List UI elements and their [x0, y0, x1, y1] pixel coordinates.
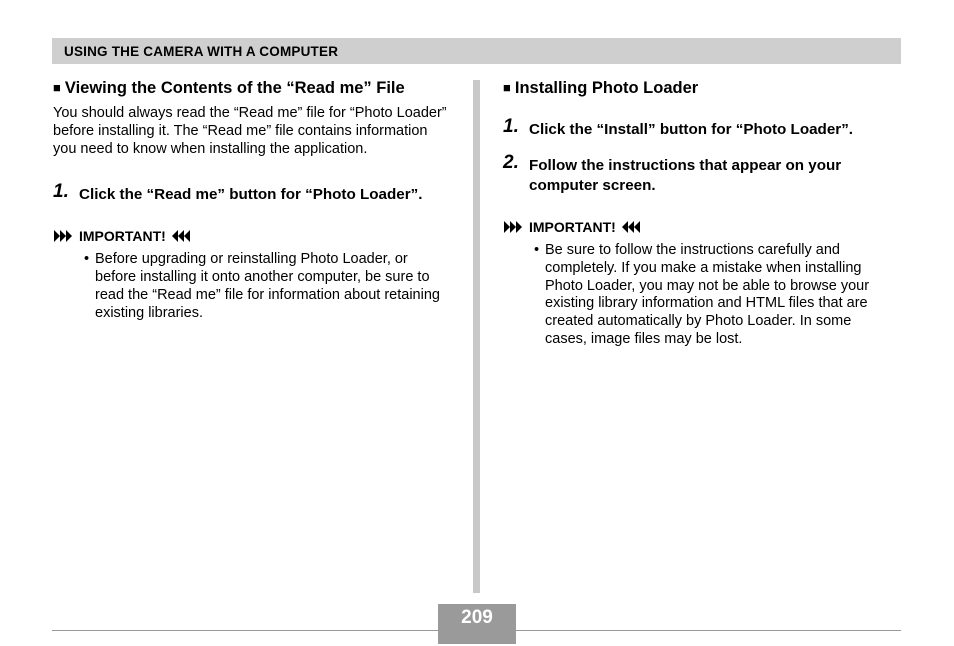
bullet-text: Before upgrading or reinstalling Photo Loader, or before installing it onto another computer, be sure to read the “Read me” file for information about retaining existing libraries. — [95, 251, 440, 321]
left-step-1 — [53, 181, 448, 205]
step-text: Click the “Install” button for “Photo Loader”. — [529, 121, 854, 138]
page-number: 209 — [461, 607, 493, 628]
bullet-text: Be sure to follow the instructions carefully and completely. If you make a mistake when installing Photo Loader, you may not be able to browse your existing library information and HTML files that are created automatically by Photo Loader. In some cases, image files may be lost. — [545, 242, 870, 347]
important-arrows-left-icon — [170, 229, 194, 243]
page-number-box — [438, 604, 516, 644]
step-number: 2. — [503, 152, 519, 173]
heading-square-marker: ■ — [503, 80, 511, 95]
left-intro-paragraph: You should always read the “Read me” file for “Photo Loader” before installing it. The “Read me” file contains information you need to know when installing the application. — [53, 105, 447, 157]
step-text: Follow the instructions that appear on your computer screen. — [529, 157, 842, 194]
left-section-heading — [53, 78, 448, 99]
step-text: Click the “Read me” button for “Photo Loader”. — [79, 186, 423, 204]
left-column — [53, 78, 448, 323]
right-step-1 — [503, 116, 893, 140]
right-column — [503, 78, 893, 349]
heading-square-marker: ■ — [53, 80, 61, 95]
left-important-bullet — [53, 251, 448, 322]
right-important-bullet — [503, 242, 893, 349]
important-arrows-right-icon — [503, 220, 525, 234]
bullet-dot: • — [84, 251, 90, 268]
section-header-bar — [52, 38, 901, 64]
important-arrows-left-icon — [620, 220, 644, 234]
important-arrows-right-icon — [53, 229, 75, 243]
right-section-heading — [503, 78, 893, 99]
right-important-label — [503, 219, 893, 235]
important-text: IMPORTANT! — [79, 228, 166, 245]
left-important-label — [53, 228, 448, 244]
step-number: 1. — [53, 181, 69, 203]
right-step-2 — [503, 152, 893, 196]
column-divider — [473, 80, 480, 593]
step-number: 1. — [503, 116, 519, 137]
right-heading-text: Installing Photo Loader — [514, 79, 699, 97]
left-heading-text: Viewing the Contents of the “Read me” File — [64, 79, 405, 97]
section-header-title: USING THE CAMERA WITH A COMPUTER — [64, 44, 339, 59]
bullet-dot: • — [534, 242, 540, 258]
important-text: IMPORTANT! — [529, 219, 616, 235]
